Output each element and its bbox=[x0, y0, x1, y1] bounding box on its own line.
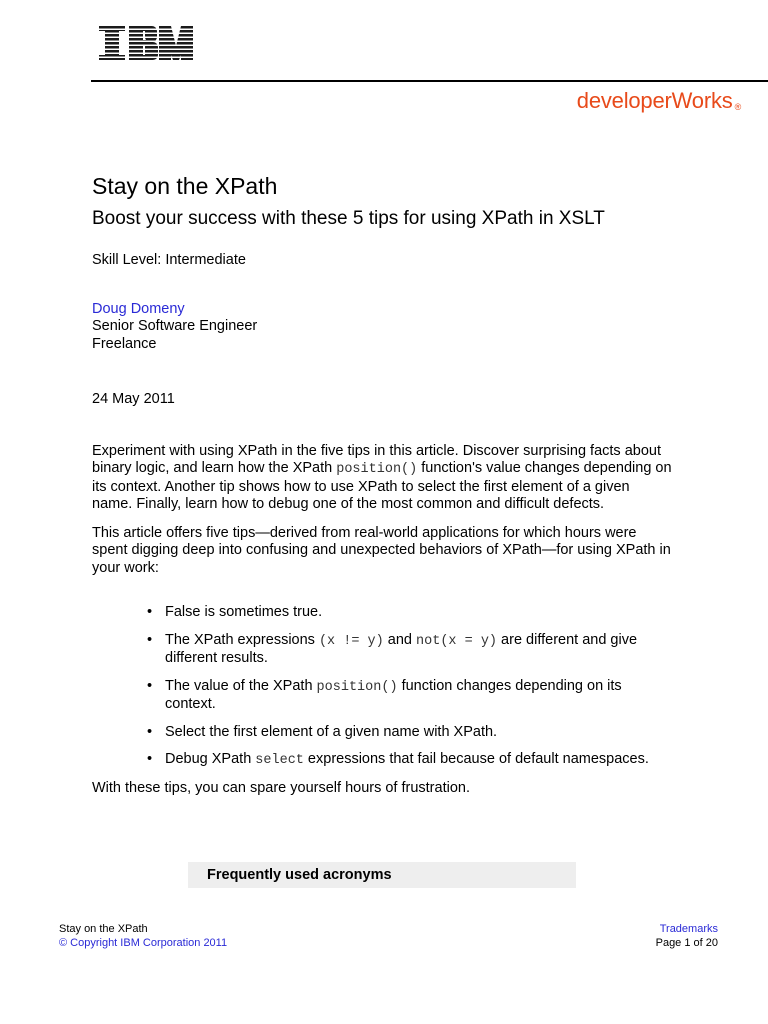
footer-right bbox=[656, 922, 718, 950]
brand-name: developerWorks bbox=[576, 88, 733, 113]
tips-list bbox=[92, 604, 672, 770]
tip-text: expressions that fail because of default namespaces. bbox=[303, 751, 649, 767]
bullet-icon: • bbox=[147, 604, 153, 620]
tip-text: Debug XPath bbox=[165, 751, 256, 767]
tip-text: The XPath expressions bbox=[165, 631, 319, 648]
author-block bbox=[92, 301, 672, 354]
list-item bbox=[147, 604, 672, 622]
list-item bbox=[147, 631, 672, 668]
footer-page-number: Page 1 of 20 bbox=[655, 937, 718, 949]
tip-text: Select the first element of a given name with XPath. bbox=[165, 723, 498, 740]
bullet-icon: • bbox=[147, 677, 153, 694]
developerworks-brand[interactable] bbox=[577, 88, 741, 114]
author-name-link[interactable]: Doug Domeny bbox=[92, 300, 185, 317]
tip-code: position() bbox=[316, 679, 398, 695]
bullet-icon: • bbox=[147, 751, 153, 767]
ibm-logo-graphic bbox=[99, 26, 193, 62]
ibm-logo bbox=[99, 26, 193, 62]
publish-date: 24 May 2011 bbox=[92, 391, 175, 407]
sidebar-title: Frequently used acronyms bbox=[207, 867, 392, 883]
overview-paragraph: This article offers five tips—derived from real-world applications for which hours were spent digging deep into confusing and unexpected behaviors of XPath—for using XPath in your work: bbox=[92, 524, 671, 576]
article-title: Stay on the XPath bbox=[92, 173, 278, 199]
footer-trademarks-link[interactable]: Trademarks bbox=[659, 923, 718, 935]
intro-text-1: Experiment with using XPath in the five tips in this article. Discover surprising facts about binary logic, and learn how the XPath bbox=[92, 442, 661, 476]
intro-paragraph bbox=[92, 443, 672, 514]
tip-text: and bbox=[383, 631, 417, 648]
author-role: Senior Software Engineer bbox=[92, 318, 258, 334]
article-subtitle: Boost your success with these 5 tips for using XPath in XSLT bbox=[92, 208, 605, 229]
article-body bbox=[92, 172, 672, 797]
footer-left bbox=[59, 922, 227, 950]
tip-text: are different and give different results. bbox=[165, 631, 638, 666]
intro-text-2: function's value changes depending on its context. Another tip shows how to use XPath to select the first element of a given name. Finally, learn how to debug one of the most common and difficult defects. bbox=[92, 460, 672, 512]
brand-registered-mark: ® bbox=[734, 102, 741, 112]
tip-text: False is sometimes true. bbox=[165, 604, 323, 620]
acronyms-sidebar bbox=[188, 862, 576, 888]
bullet-icon: • bbox=[147, 631, 153, 648]
author-company: Freelance bbox=[92, 335, 157, 352]
tip-code: (x != y) bbox=[318, 633, 384, 649]
footer-doc-title: Stay on the XPath bbox=[59, 923, 148, 935]
tip-code: select bbox=[255, 753, 304, 768]
tip-code: not(x = y) bbox=[416, 633, 498, 649]
list-item bbox=[147, 751, 672, 770]
intro-code-position: position() bbox=[336, 462, 418, 477]
list-item bbox=[147, 723, 672, 742]
closing-paragraph: With these tips, you can spare yourself hours of frustration. bbox=[92, 779, 470, 796]
tip-text: The value of the XPath bbox=[165, 677, 317, 694]
skill-level: Skill Level: Intermediate bbox=[92, 252, 246, 268]
list-item bbox=[147, 677, 672, 714]
bullet-icon: • bbox=[147, 723, 153, 740]
footer-copyright-link[interactable]: © Copyright IBM Corporation 2011 bbox=[59, 937, 228, 949]
tip-text: function changes depending on its context. bbox=[165, 677, 622, 712]
header-divider bbox=[91, 80, 768, 82]
